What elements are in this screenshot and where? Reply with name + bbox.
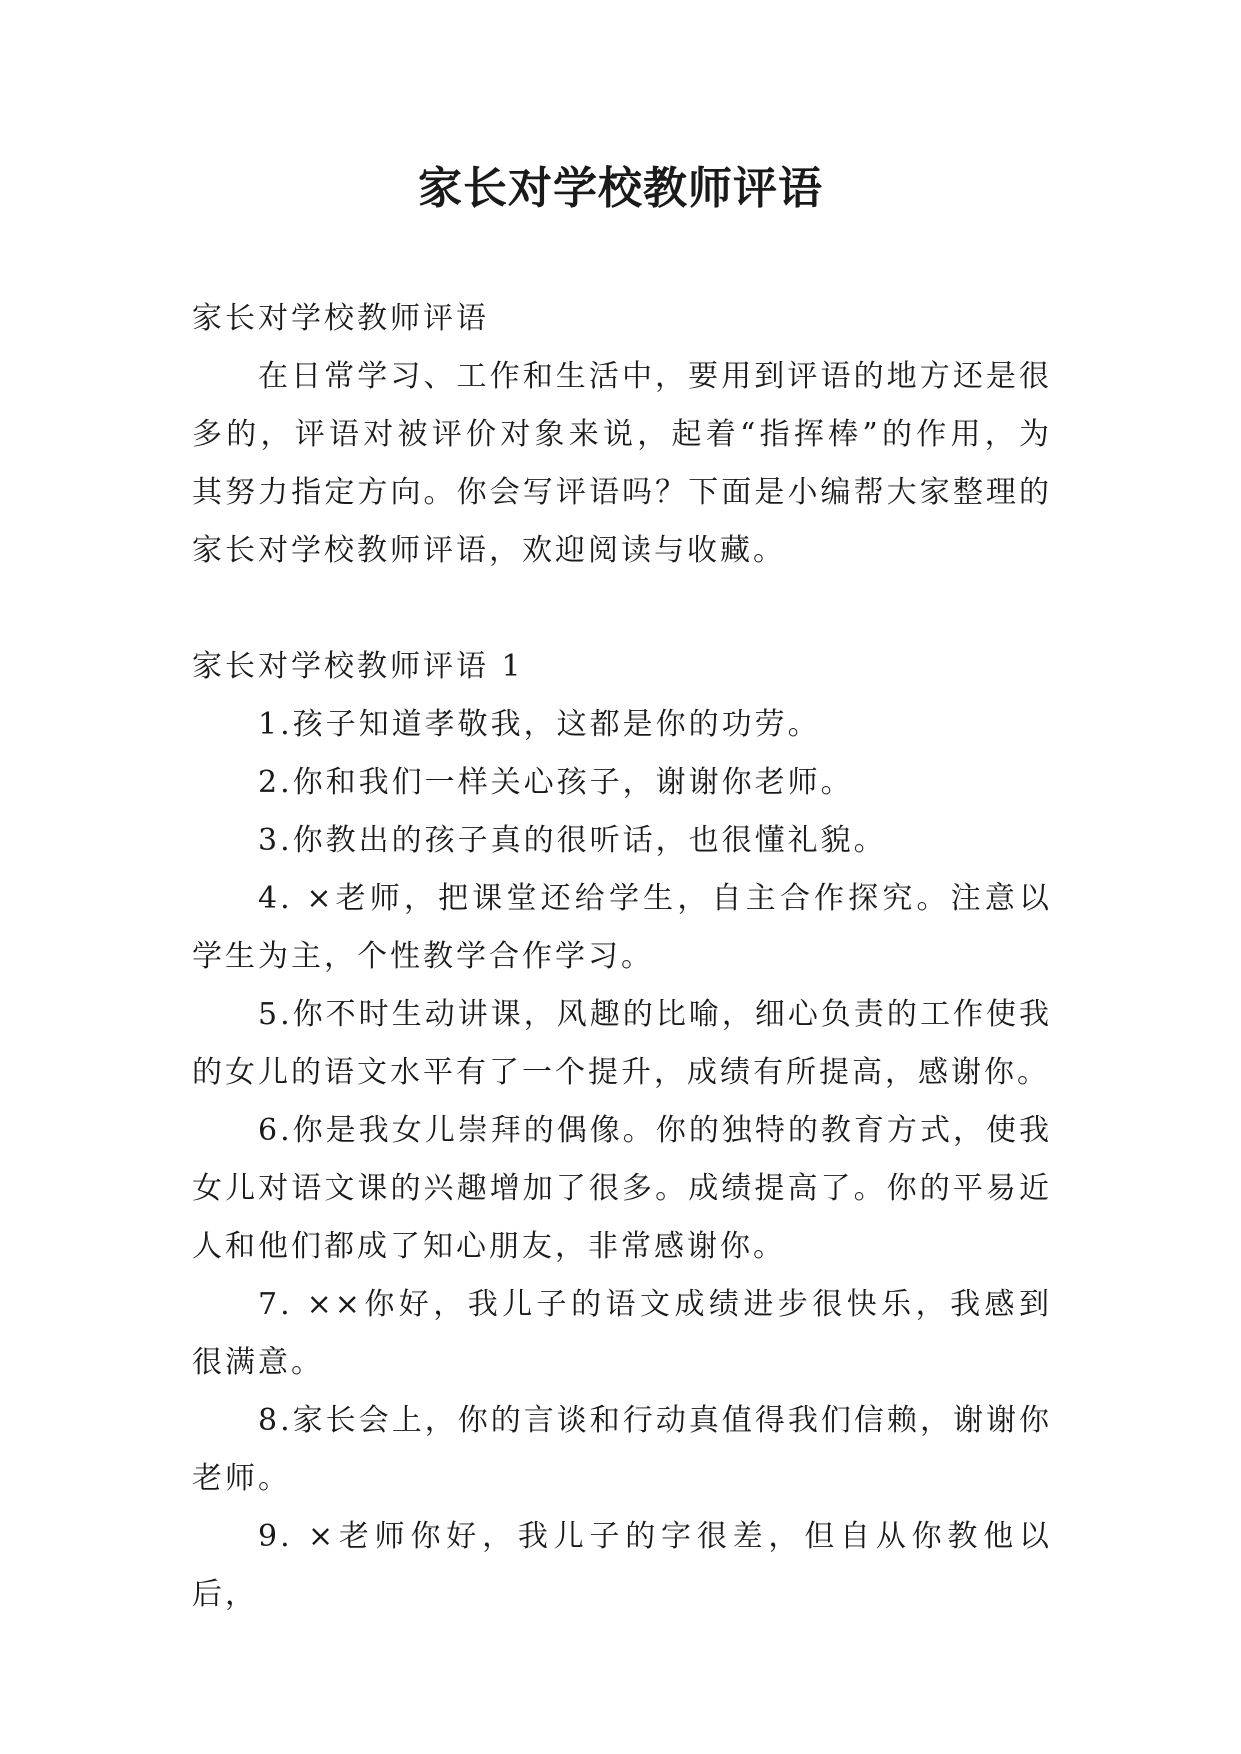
list-item-5: 5.你不时生动讲课，风趣的比喻，细心负责的工作使我的女儿的语文水平有了一个提升，成绩有所提高，感谢你。 bbox=[192, 997, 1052, 1090]
list-item-2: 2.你和我们一样关心孩子，谢谢你老师。 bbox=[258, 765, 854, 800]
list-item-6: 6.你是我女儿崇拜的偶像。你的独特的教育方式，使我女儿对语文课的兴趣增加了很多。成绩提高了。你的平易近人和他们都成了知心朋友，非常感谢你。 bbox=[192, 1113, 1052, 1264]
list-item-4: 4. ×老师，把课堂还给学生，自主合作探究。注意以学生为主，个性教学合作学习。 bbox=[192, 881, 1052, 974]
document-body bbox=[192, 290, 1052, 1624]
paragraph-spacer bbox=[192, 580, 1052, 638]
section-heading: 家长对学校教师评语 1 bbox=[192, 649, 524, 684]
list-item-3: 3.你教出的孩子真的很听话，也很懂礼貌。 bbox=[258, 823, 887, 858]
list-item-7: 7. ××你好，我儿子的语文成绩进步很快乐，我感到很满意。 bbox=[192, 1287, 1052, 1380]
list-item-9: 9. ×老师你好，我儿子的字很差，但自从你教他以后， bbox=[192, 1519, 1052, 1612]
document-title: 家长对学校教师评语 bbox=[418, 163, 823, 214]
list-item-1: 1.孩子知道孝敬我，这都是你的功劳。 bbox=[258, 707, 821, 742]
intro-paragraph: 在日常学习、工作和生活中，要用到评语的地方还是很多的，评语对被评价对象来说，起着“指挥棒”的作用，为其努力指定方向。你会写评语吗？下面是小编帮大家整理的家长对学校教师评语，欢迎阅读与收藏。 bbox=[192, 359, 1052, 568]
list-item-8: 8.家长会上，你的言谈和行动真值得我们信赖，谢谢你老师。 bbox=[192, 1403, 1052, 1496]
document-subtitle: 家长对学校教师评语 bbox=[192, 301, 489, 336]
